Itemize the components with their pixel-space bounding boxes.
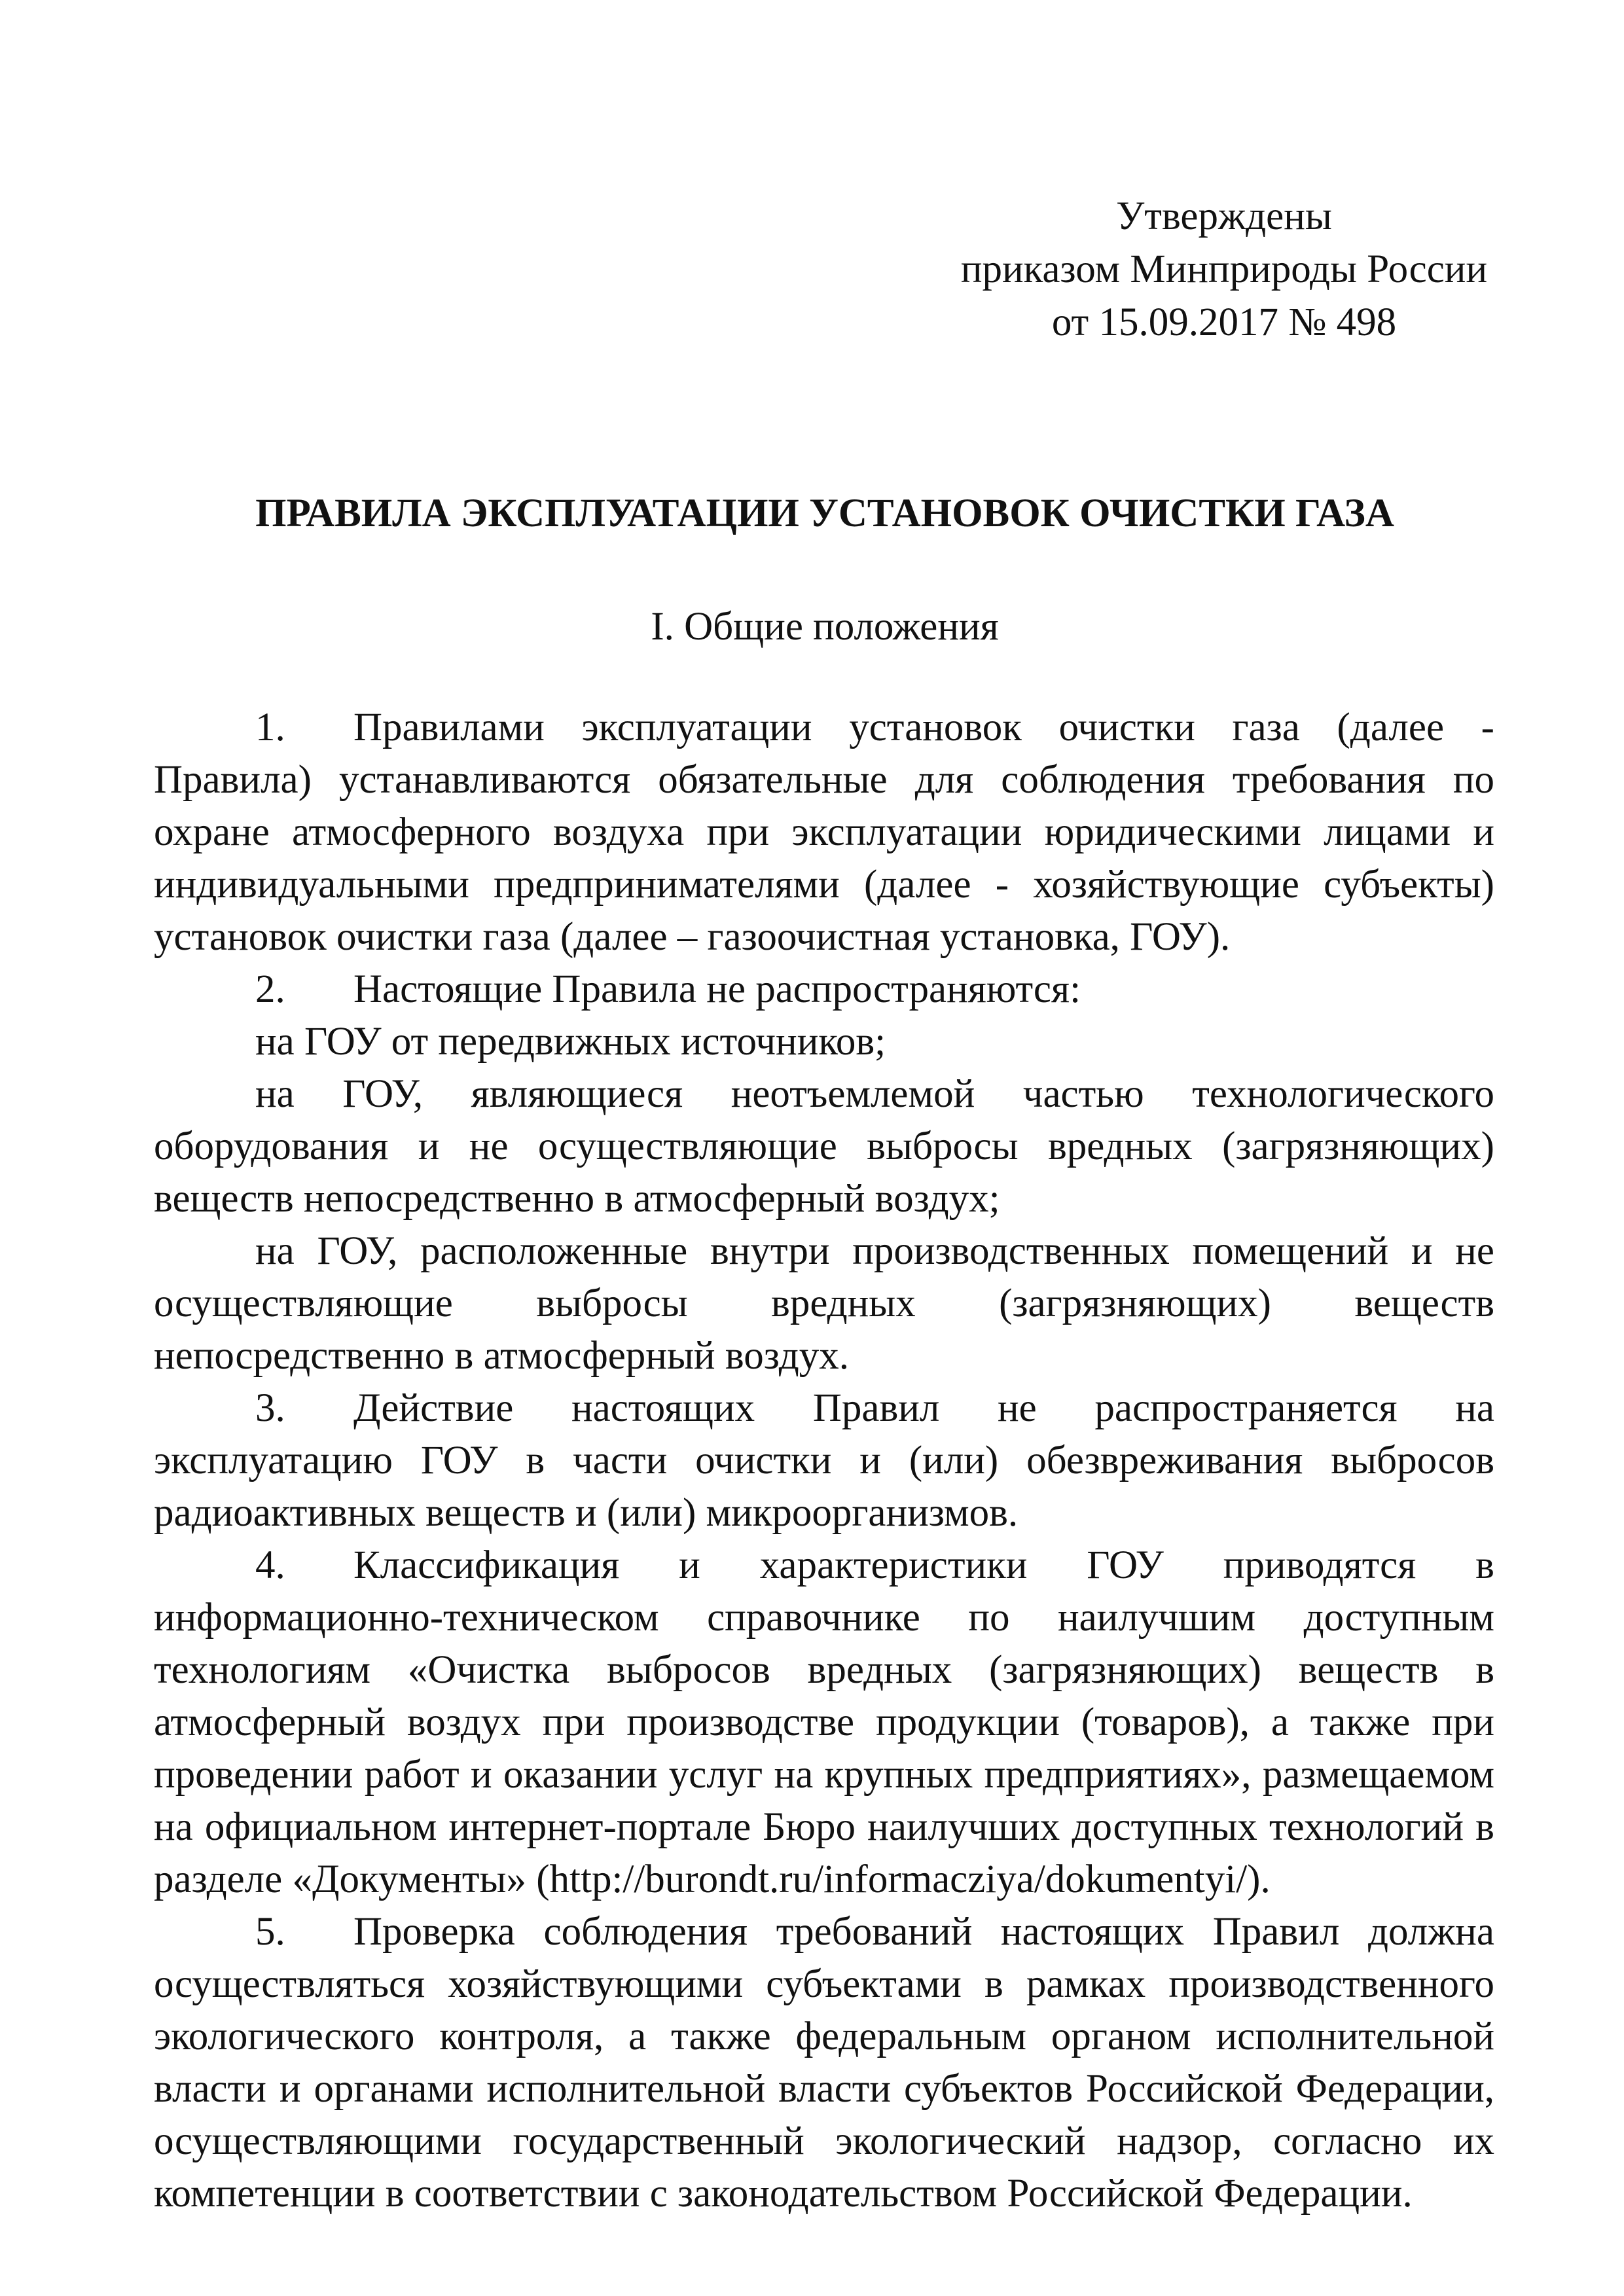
paragraph-text: Классификация и характеристики ГОУ приводятся в информационно-техническом справочнике по наилучшим доступным технологиям «Очистка выбросов вредных (загрязняющих) веществ в атмосферный воздух при производстве продукции (товаров), а также при проведении работ и оказании услуг на крупных предприятиях», размещаемом на официальном интернет-портале Бюро наилучших доступных технологий в разделе «Документы» (http://burondt.ru/informacziya/dokumentyi/). [154, 1543, 1494, 1901]
paragraph-5 [154, 1906, 1494, 2220]
paragraph-1 [154, 702, 1494, 963]
paragraph-number: 5. [255, 1910, 285, 1954]
paragraph-text: Проверка соблюдения требований настоящих Правил должна осуществляться хозяйствующими субъектами в рамках производственного экологического контроля, а также федеральным органом исполнительной власти и органами исполнительной власти субъектов Российской Федерации, осуществляющими государственный экологический надзор, согласно их компетенции в соответствии с законодательством Российской Федерации. [154, 1910, 1494, 2215]
approval-stamp [956, 190, 1492, 349]
paragraph-number: 3. [255, 1386, 285, 1430]
list-item: на ГОУ, являющиеся неотъемлемой частью технологического оборудования и не осуществляющие выбросы вредных (загрязняющих) веществ непосредственно в атмосферный воздух; [154, 1072, 1494, 1221]
list-item: на ГОУ от передвижных источников; [255, 1020, 886, 1064]
paragraph-2 [154, 963, 1494, 1016]
approval-line-1: Утверждены [1116, 194, 1332, 238]
paragraph-text: Настоящие Правила не распространяются: [353, 967, 1081, 1011]
approval-line-2: приказом Минприроды России [960, 247, 1488, 291]
paragraph-4 [154, 1539, 1494, 1906]
document-body [154, 702, 1494, 2220]
paragraph-number: 1. [255, 706, 285, 749]
paragraph-number: 2. [255, 967, 285, 1011]
section-heading: I. Общие положения [651, 605, 999, 649]
paragraph-text: Правилами эксплуатации установок очистки газа (далее - Правила) устанавливаются обязательные для соблюдения требования по охране атмосферного воздуха при эксплуатации юридическими лицами и индивидуальными предпринимателями (далее - хозяйствующие субъекты) установок очистки газа (далее – газоочистная установка, ГОУ). [154, 706, 1494, 959]
approval-line-3: от 15.09.2017 № 498 [1051, 300, 1397, 344]
paragraph-number: 4. [255, 1543, 285, 1587]
paragraph-text: Действие настоящих Правил не распространяется на эксплуатацию ГОУ в части очистки и (или) обезвреживания выбросов радиоактивных веществ и (или) микроорганизмов. [154, 1386, 1494, 1535]
paragraph-3 [154, 1382, 1494, 1539]
list-item: на ГОУ, расположенные внутри производственных помещений и не осуществляющие выбросы вредных (загрязняющих) веществ непосредственно в атмосферный воздух. [154, 1229, 1494, 1378]
document-title: ПРАВИЛА ЭКСПЛУАТАЦИИ УСТАНОВОК ОЧИСТКИ ГАЗА [255, 492, 1394, 535]
